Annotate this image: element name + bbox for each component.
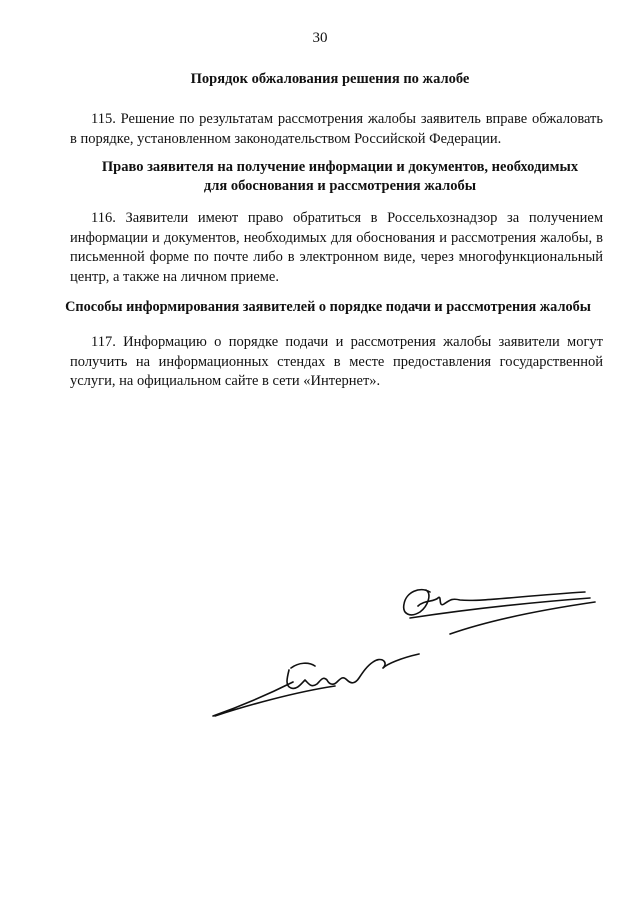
heading-line-1: Право заявителя на получение информации и документов, необходимых — [101, 159, 579, 175]
handwritten-signature-bottom — [205, 640, 435, 725]
section-heading-informing-methods: Способы информирования заявителей о порядке подачи и рассмотрения жалобы — [65, 299, 591, 315]
page-number: 30 — [312, 30, 328, 46]
heading-line-2: для обоснования и рассмотрения жалобы — [203, 178, 477, 194]
section-heading-complaint-appeal: Порядок обжалования решения по жалобе — [190, 71, 470, 87]
paragraph-117: 117. Информацию о порядке подачи и рассмотрения жалобы заявители могут получить на информационных стендах в месте предоставления государственной услуги, на официальном сайте в сети «Интернет». — [70, 334, 603, 389]
handwritten-signature-top — [390, 578, 610, 638]
paragraph-115: 115. Решение по результатам рассмотрения жалобы заявитель вправе обжаловать в порядке, установленном законодательством Российской Федерации. — [70, 111, 603, 147]
paragraph-116: 116. Заявители имеют право обратиться в Россельхознадзор за получением информации и документов, необходимых для обоснования и рассмотрения жалобы, в письменной форме по почте либо в электронном виде, через многофункциональный центр, а также на личном приеме. — [70, 210, 603, 285]
section-heading-right-to-information — [80, 158, 600, 196]
